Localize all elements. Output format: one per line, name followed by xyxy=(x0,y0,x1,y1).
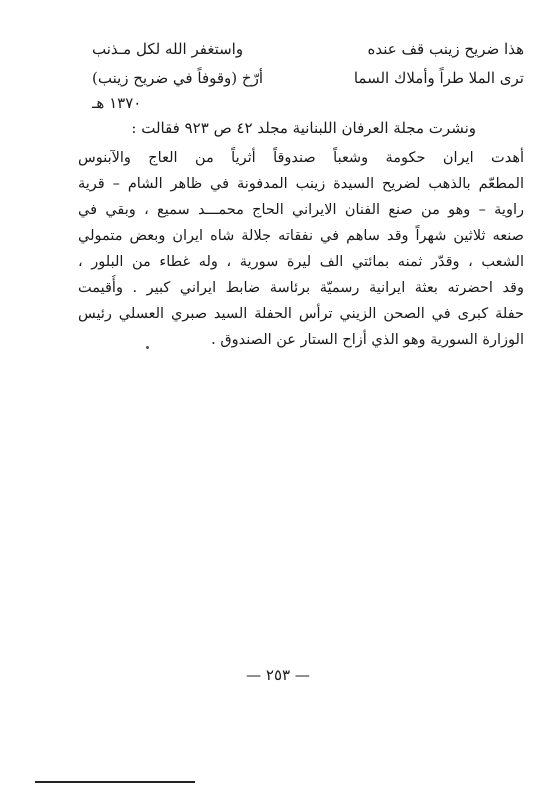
footer-rule xyxy=(35,781,195,783)
paragraph-line: حفلة كبرى في الصحن الزيني ترأس الحفلة السيد صبري العسلي رئيس xyxy=(78,306,524,322)
intro-line: ونشرت مجلة العرفان اللبنانية مجلد ٤٢ ص ٩٢٣ فقالت : xyxy=(131,119,476,137)
paragraph-line: الشعب ، وقدّر ثمنه بمائتي الف ليرة سورية ، وله غطاء من البلور ، xyxy=(78,254,524,270)
paragraph-line: صنعه ثلاثين شهراً وقد ساهم في نفقاته جلالة شاه ايران وبعض متمولي xyxy=(78,228,524,244)
verse-2-second-hemistich: أرّخ (وقوفاً في ضريح زينب) xyxy=(92,69,263,87)
verse-line-1 xyxy=(92,36,524,62)
paragraph-line: وقد احضرته بعثة ايرانية رسميّة برئاسة ضابط ايراني كبير . وأُقيمت xyxy=(78,280,524,296)
paragraph-line: راوية – وهو من صنع الفنان الايراني الحاج محمـــد سميع ، وبقي في xyxy=(78,202,524,218)
page-number: — ٢٥٣ — xyxy=(246,666,310,684)
paragraph-line: أهدت ايران حكومة وشعباً صندوقاً أثرياً من العاج والآبنوس xyxy=(78,150,524,166)
verse-1-second-hemistich: واستغفر الله لكل مـذنب xyxy=(92,40,244,58)
paragraph-line: الوزارة السورية وهو الذي أزاح الستار عن الصندوق . xyxy=(211,332,524,348)
verse-line-2 xyxy=(92,65,524,91)
body-paragraph xyxy=(78,145,524,353)
hijri-year: ١٣٧٠ هـ xyxy=(92,94,142,112)
paragraph-line: المطعّم بالذهب لضريح السيدة زينب المدفونة في ظاهر الشام – قرية xyxy=(78,176,524,192)
ink-speck xyxy=(146,346,149,349)
verse-2-first-hemistich: ترى الملا طراً وأملاك السما xyxy=(353,69,524,87)
verse-1-first-hemistich: هذا ضريح زينب قف عنده xyxy=(367,40,524,58)
